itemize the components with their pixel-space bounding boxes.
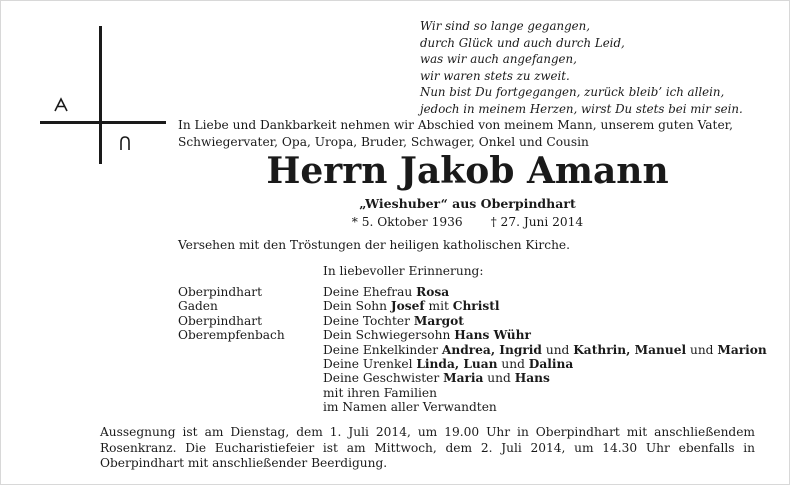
mourner-line [323, 343, 767, 357]
intro-line: In Liebe und Dankbarkeit nehmen wir Abschied von meinem Mann, unserem guten Vater, [178, 118, 734, 132]
deceased-nickname: „Wieshuber“ aus Oberpindhart [359, 196, 576, 211]
place: Oberempfenbach [178, 328, 285, 343]
mourner-line [323, 328, 767, 342]
mourner-name: Josef [390, 299, 425, 314]
poem-line: was wir auch angefangen, [420, 52, 577, 66]
mourner-line [323, 386, 767, 400]
alpha-icon [53, 97, 69, 113]
poem-line: Nun bist Du fortgegangen, zurück bleib’ ich allein, [420, 85, 725, 99]
place: Oberpindhart [178, 313, 263, 328]
mourner-text: im Namen aller Verwandten [323, 400, 497, 415]
memory-heading: In liebevoller Erinnerung: [323, 264, 484, 278]
mourner-text: und [541, 342, 574, 357]
mourner-line [323, 314, 767, 328]
service-details: Aussegnung ist am Dienstag, dem 1. Juli 2014, um 19.00 Uhr in Oberpindhart mit anschließendem Rosenkranz. Die Eucharistiefeier ist am Mittwoch, dem 2. Juli 2014, um 14.30 Uhr ebenfalls in Oberpindhart mit anschließender Beerdigung. [100, 425, 755, 470]
poem-line: jedoch in meinem Herzen, wirst Du stets bei mir sein. [420, 101, 743, 116]
place: Oberpindhart [178, 285, 263, 299]
poem-line: wir waren stets zu zweit. [420, 68, 570, 83]
mourner-line [323, 400, 767, 414]
mourner-text: Deine Geschwister [323, 371, 444, 386]
poem [420, 18, 743, 117]
life-dates [0, 215, 790, 229]
intro-line: Schwiegervater, Opa, Uropa, Bruder, Schwager, Onkel und Cousin [178, 134, 589, 149]
mourner-name: Maria [443, 371, 484, 386]
mourner-name: Kathrin, Manuel [573, 342, 687, 357]
mourner-text: Deine Urenkel [323, 356, 417, 371]
poem-line: Wir sind so lange gegangen, [420, 19, 590, 33]
mourner-name: Hans Wühr [454, 328, 531, 343]
place: Gaden [178, 299, 218, 314]
deceased-name: Herrn Jakob Amann [266, 150, 669, 192]
cross-icon [99, 26, 102, 164]
mourner-text: Dein Schwiegersohn [323, 328, 455, 343]
mourner-line [323, 357, 767, 371]
mourner-text: mit ihren Familien [323, 385, 437, 400]
omega-icon [118, 136, 132, 152]
death-date: † 27. Juni 2014 [490, 215, 584, 229]
poem-line: durch Glück und auch durch Leid, [420, 35, 625, 50]
mourner-name: Andrea, Ingrid [441, 342, 542, 357]
mourner-text: und [483, 371, 515, 386]
mourner-text: Deine Ehefrau [323, 285, 417, 299]
mourner-name: Hans [514, 371, 550, 386]
mourner-name: Marion [717, 342, 767, 357]
mourner-name: Christl [452, 299, 500, 314]
mourner-text: Deine Tochter [323, 313, 414, 328]
mourner-name: Dalina [528, 356, 574, 371]
mourners-list [323, 285, 767, 415]
cross-bar [40, 121, 166, 124]
birth-date: * 5. Oktober 1936 [351, 215, 463, 229]
sacrament-note: Versehen mit den Tröstungen der heiligen katholischen Kirche. [178, 238, 571, 252]
mourner-line [323, 371, 767, 385]
mourner-line [323, 299, 767, 313]
mourner-text: Dein Sohn [323, 299, 391, 314]
mourner-line [323, 285, 767, 299]
farewell-intro [178, 117, 733, 150]
mourner-text: Deine Enkelkinder [323, 342, 442, 357]
mourner-text: mit [424, 299, 453, 314]
mourner-name: Rosa [416, 285, 450, 299]
mourner-name: Margot [413, 313, 464, 328]
mourner-name: Linda, Luan [416, 356, 498, 371]
mourner-text: und [497, 356, 529, 371]
places-list [178, 285, 285, 343]
mourner-text: und [686, 342, 718, 357]
